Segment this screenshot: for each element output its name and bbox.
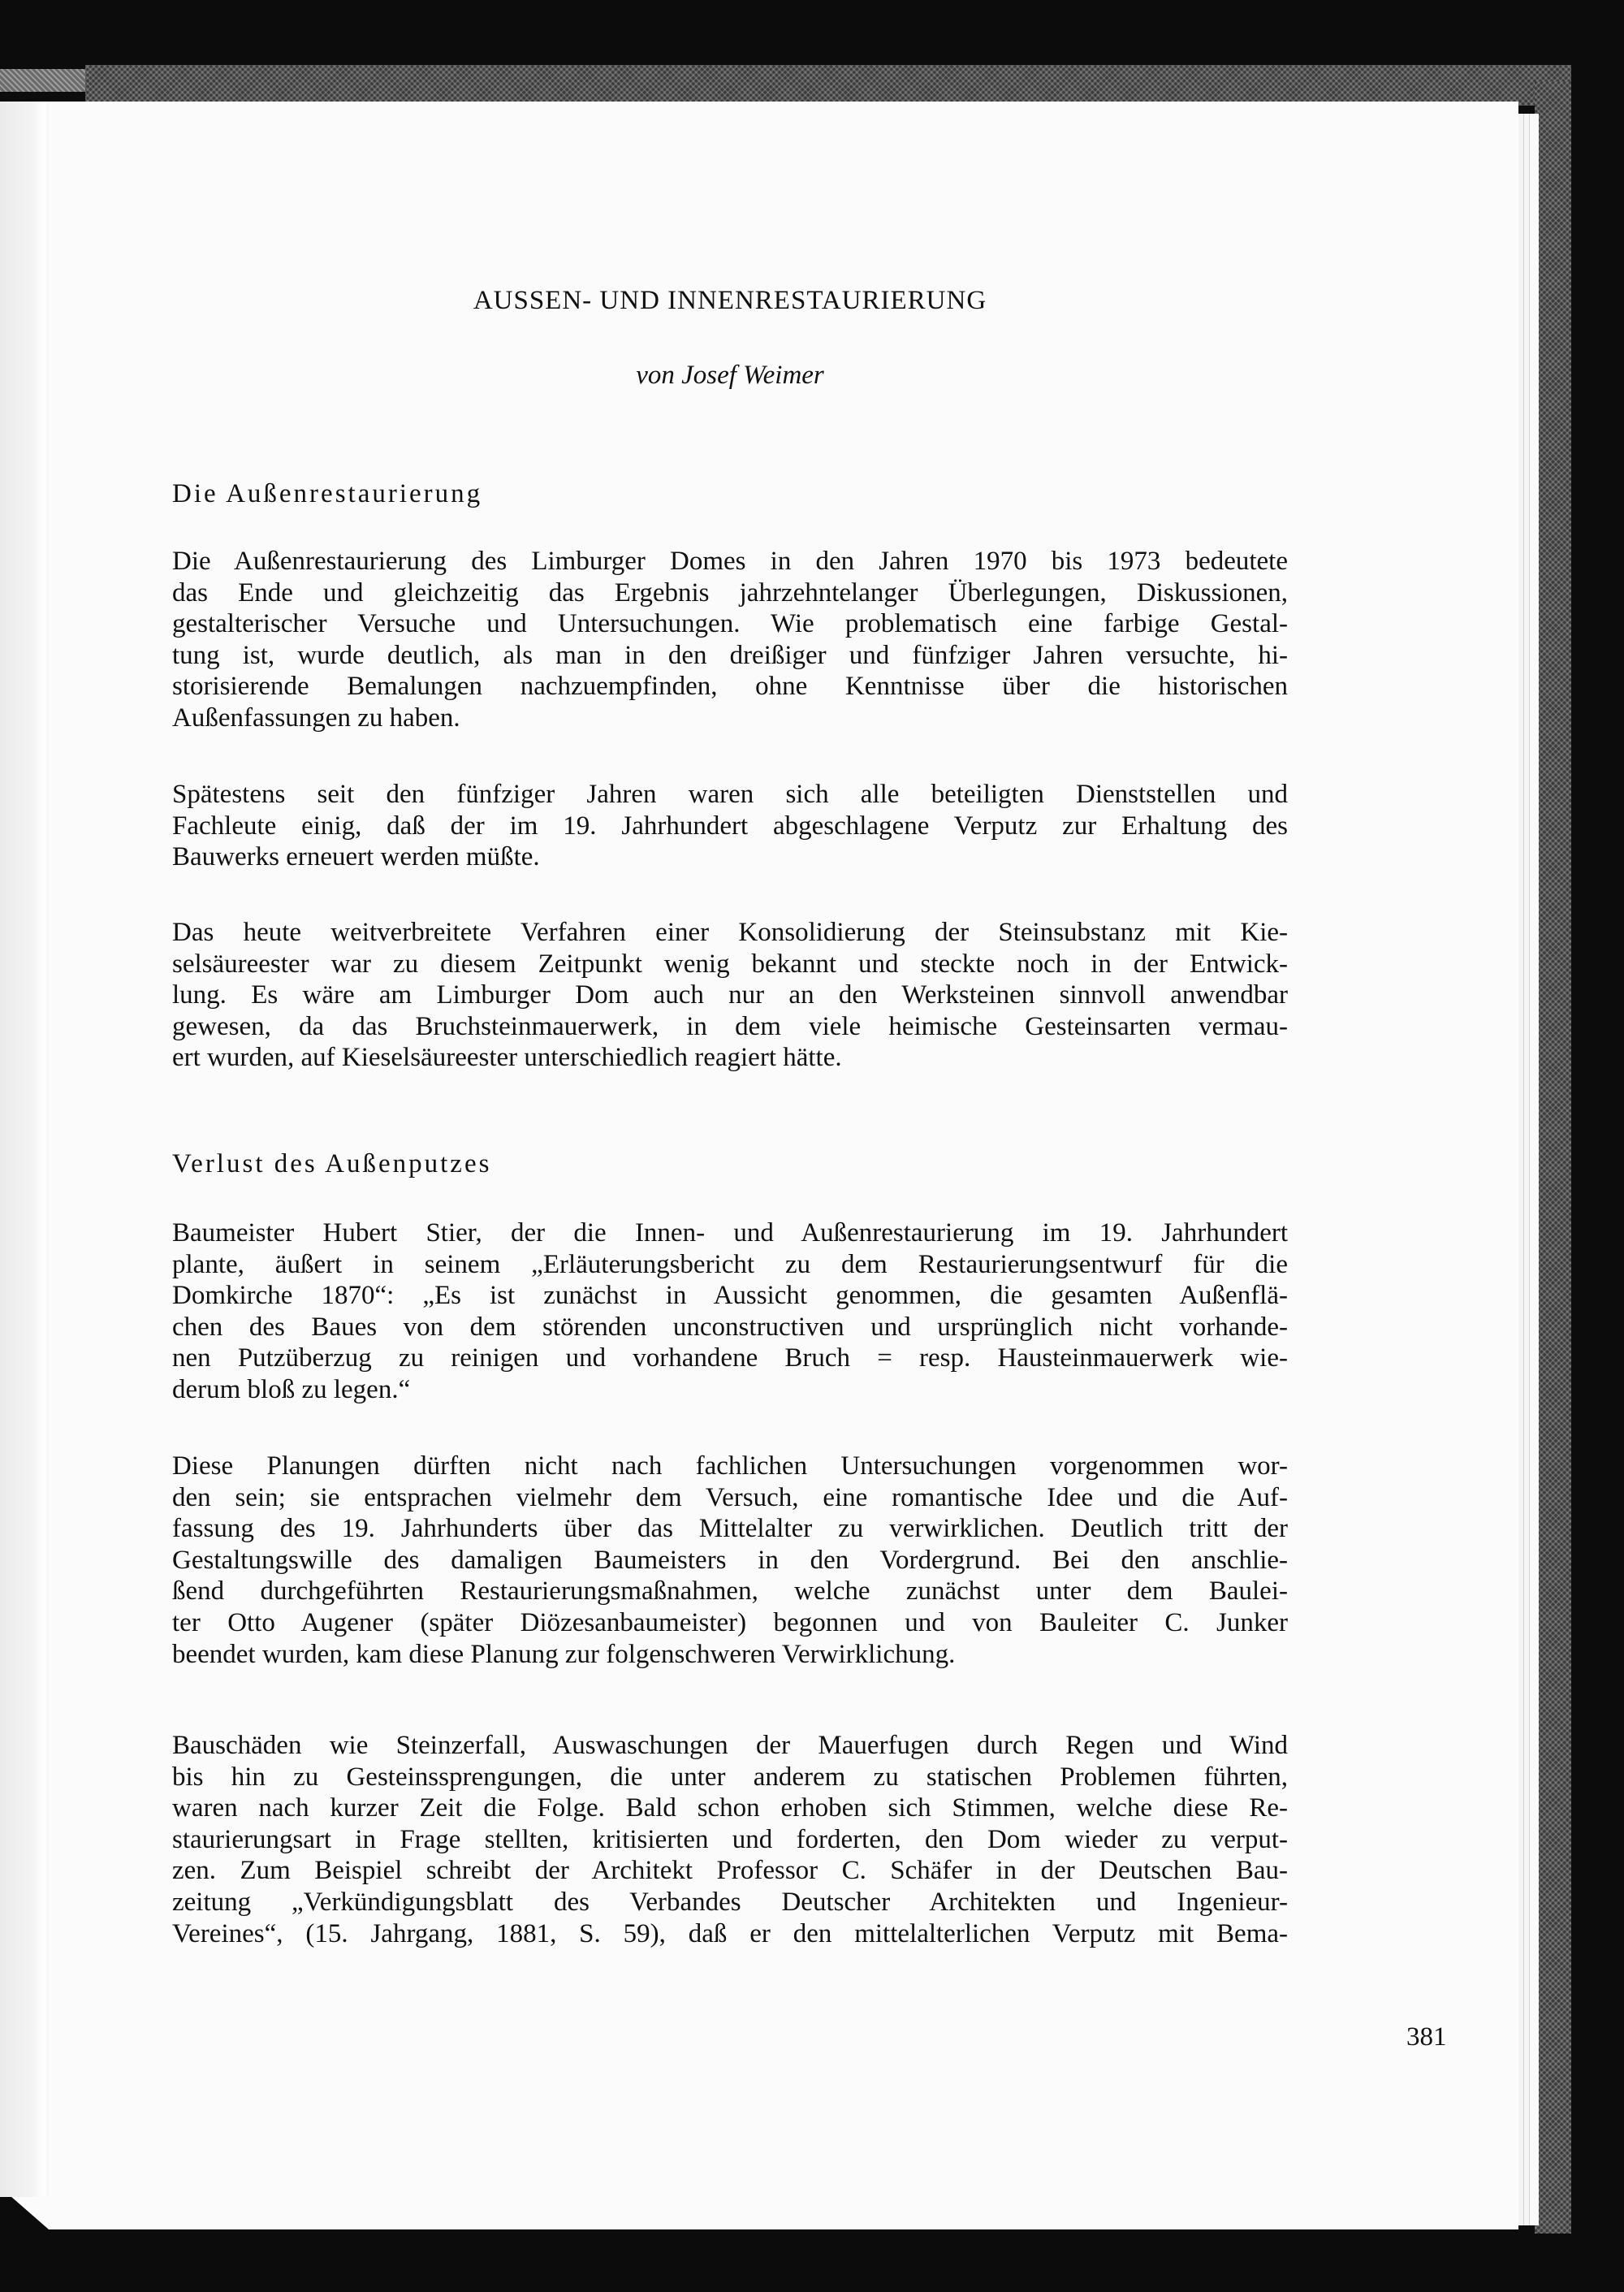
section-heading-verlust-des-aussenputzes: Verlust des Außenputzes — [172, 1149, 492, 1178]
text-line: storisierende Bemalungen nachzuempfinden, ohne Kenntnisse über die historischen — [172, 672, 1288, 702]
text-line: Die Außenrestaurierung des Limburger Domes in den Jahren 1970 bis 1973 bedeutete — [172, 547, 1288, 576]
text-line: gestalterischer Versuche und Untersuchungen. Wie problematisch eine farbige Gestal- — [172, 609, 1288, 639]
text-line: Bauschäden wie Steinzerfall, Auswaschungen der Mauerfugen durch Regen und Wind — [172, 1731, 1288, 1760]
paragraph — [172, 917, 1288, 1074]
text-line: Außenfassungen zu haben. — [172, 703, 460, 733]
paragraph — [172, 1730, 1288, 1949]
text-line: zeitung „Verkündigungsblatt des Verbandes Deutscher Architekten und Ingenieur- — [172, 1887, 1288, 1917]
text-line: fassung des 19. Jahrhunderts über das Mittelalter zu verwirklichen. Deutlich tritt der — [172, 1514, 1288, 1544]
text-line: Baumeister Hubert Stier, der die Innen- und Außenrestaurierung im 19. Jahrhundert — [172, 1218, 1288, 1248]
text-line: gewesen, da das Bruchsteinmauerwerk, in dem viele heimische Gesteinsarten vermau- — [172, 1011, 1288, 1041]
text-line: Gestaltungswille des damaligen Baumeisters in den Vordergrund. Bei den anschlie- — [172, 1545, 1288, 1575]
book-cover-cloth-right — [1535, 81, 1571, 2234]
text-line: zen. Zum Beispiel schreibt der Architekt Professor C. Schäfer in der Deutschen Bau- — [172, 1856, 1288, 1886]
book-cover-cloth-top-left — [0, 69, 85, 92]
paragraph — [172, 1217, 1288, 1406]
article-author: von Josef Weimer — [636, 361, 824, 390]
text-line: nen Putzüberzug zu reinigen und vorhandene Bruch = resp. Hausteinmauerwerk wie- — [172, 1343, 1288, 1373]
text-line: Diese Planungen dürften nicht nach fachlichen Untersuchungen vorgenommen wor- — [172, 1451, 1288, 1481]
text-line: Bauwerks erneuert werden müßte. — [172, 842, 540, 872]
text-line: lung. Es wäre am Limburger Dom auch nur an den Werksteinen sinnvoll anwendbar — [172, 980, 1288, 1010]
text-line: tung ist, wurde deutlich, als man in den dreißiger und fünfziger Jahren versuchte, hi- — [172, 640, 1288, 670]
paragraph — [172, 779, 1288, 873]
text-line: das Ende und gleichzeitig das Ergebnis jahrzehntelanger Überlegungen, Diskussionen, — [172, 577, 1288, 608]
text-line: chen des Baues von dem störenden unconstructiven und ursprünglich nicht vorhande- — [172, 1312, 1288, 1342]
text-line: ert wurden, auf Kieselsäureester unterschiedlich reagiert hätte. — [172, 1043, 842, 1073]
text-line: Spätestens seit den fünfziger Jahren waren sich alle beteiligten Dienststellen und — [172, 780, 1288, 809]
text-line: plante, äußert in seinem „Erläuterungsbericht zu dem Restaurierungsentwurf für die — [172, 1249, 1288, 1279]
text-line: ter Otto Augener (später Diözesanbaumeister) begonnen und von Bauleiter C. Junker — [172, 1607, 1288, 1637]
text-line: staurierungsart in Frage stellten, kritisierten und forderten, den Dom wieder zu verput- — [172, 1824, 1288, 1854]
page-edges-stack — [1518, 114, 1539, 2225]
article-title: AUSSEN- UND INNENRESTAURIERUNG — [473, 286, 987, 315]
text-line: Domkirche 1870“: „Es ist zunächst in Aussicht genommen, die gesamten Außenflä- — [172, 1281, 1288, 1311]
page-number: 381 — [1406, 2022, 1447, 2052]
book-cover-cloth-top — [85, 65, 1571, 106]
text-line: waren nach kurzer Zeit die Folge. Bald schon erhoben sich Stimmen, welche diese Re- — [172, 1793, 1288, 1823]
text-line: beendet wurden, kam diese Planung zur folgenschweren Verwirklichung. — [172, 1639, 956, 1669]
text-line: Fachleute einig, daß der im 19. Jahrhundert abgeschlagene Verputz zur Erhaltung des — [172, 811, 1288, 841]
text-line: ßend durchgeführten Restaurierungsmaßnahmen, welche zunächst unter dem Baulei- — [172, 1576, 1288, 1607]
text-line: bis hin zu Gesteinssprengungen, die unter anderem zu statischen Problemen führten, — [172, 1762, 1288, 1792]
section-heading-aussenrestaurierung: Die Außenrestaurierung — [172, 479, 483, 508]
text-line: derum bloß zu legen.“ — [172, 1374, 411, 1404]
text-line: selsäureester war zu diesem Zeitpunkt wenig bekannt und steckte noch in der Entwick- — [172, 949, 1288, 979]
page-gutter-fold — [0, 102, 49, 2197]
paragraph — [172, 1451, 1288, 1670]
text-line: Das heute weitverbreitete Verfahren einer Konsolidierung der Steinsubstanz mit Kie- — [172, 918, 1288, 947]
text-line: den sein; sie entsprachen vielmehr dem Versuch, eine romantische Idee und die Auf- — [172, 1482, 1288, 1512]
text-line: Vereines“, (15. Jahrgang, 1881, S. 59), daß er den mittelalterlichen Verputz mit Bema- — [172, 1918, 1288, 1948]
paragraph — [172, 546, 1288, 734]
